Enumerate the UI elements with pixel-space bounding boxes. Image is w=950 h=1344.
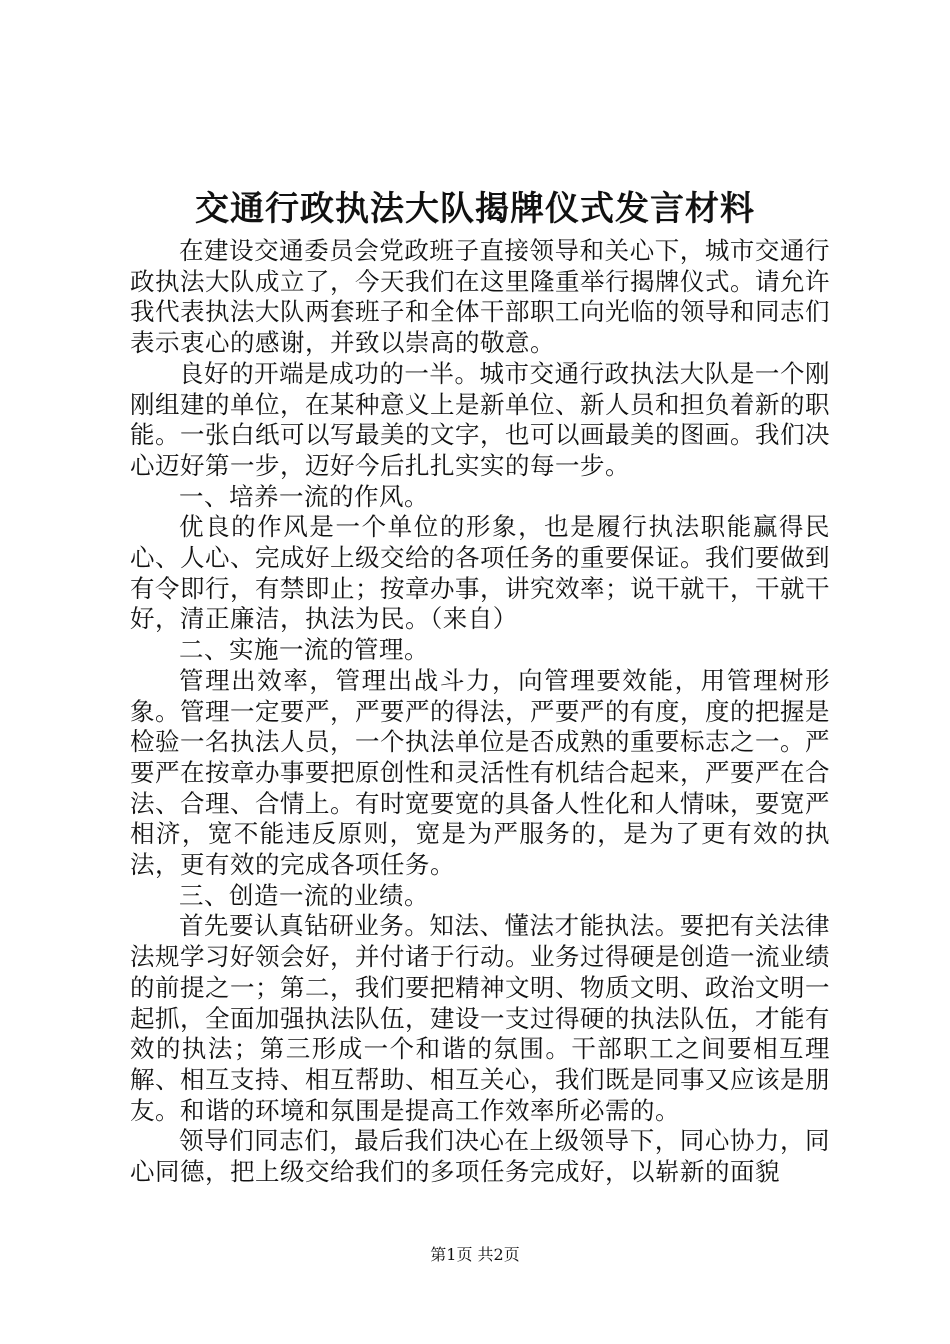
- paragraph-management: 管理出效率，管理出战斗力，向管理要效能，用管理树形象。管理一定要严，严要严的得法，严要严的有度，度的把握是检验一名执法人员，一个执法单位是否成熟的重要标志之一。严要严在按章办事要把原创性和灵活性有机结合起来，严要严在合法、合理、合情上。有时宽要宽的具备人性化和人情味，要宽严相济，宽不能违反原则，宽是为严服务的，是为了更有效的执法，更有效的完成各项任务。: [130, 665, 830, 880]
- paragraph-style: 优良的作风是一个单位的形象，也是履行执法职能赢得民心、人心、完成好上级交给的各项任务的重要保证。我们要做到有令即行，有禁即止；按章办事，讲究效率；说干就干，干就干好，清正廉洁，执法为民。（来自）: [130, 512, 830, 634]
- document-body: [130, 236, 830, 1188]
- document-title: 交通行政执法大队揭牌仪式发言材料: [195, 189, 755, 229]
- paragraph-closing: 领导们同志们，最后我们决心在上级领导下，同心协力，同心同德，把上级交给我们的多项任务完成好，以崭新的面貌: [130, 1126, 830, 1187]
- page-footer: 第1页 共2页: [430, 1245, 520, 1264]
- section-heading-performance: 三、创造一流的业绩。: [179, 880, 429, 910]
- section-heading-style: 一、培养一流的作风。: [179, 481, 429, 511]
- paragraph-intro: 在建设交通委员会党政班子直接领导和关心下，城市交通行政执法大队成立了，今天我们在这里隆重举行揭牌仪式。请允许我代表执法大队两套班子和全体干部职工向光临的领导和同志们表示衷心的感谢，并致以崇高的敬意。: [130, 236, 830, 358]
- paragraph-good-start: 良好的开端是成功的一半。城市交通行政执法大队是一个刚刚组建的单位，在某种意义上是新单位、新人员和担负着新的职能。一张白纸可以写最美的文字，也可以画最美的图画。我们决心迈好第一步，迈好今后扎扎实实的每一步。: [130, 358, 830, 480]
- paragraph-performance: 首先要认真钻研业务。知法、懂法才能执法。要把有关法律法规学习好领会好，并付诸于行动。业务过得硬是创造一流业绩的前提之一；第二，我们要把精神文明、物质文明、政治文明一起抓，全面加强执法队伍，建设一支过得硬的执法队伍，才能有效的执法；第三形成一个和谐的氛围。干部职工之间要相互理解、相互支持、相互帮助、相互关心，我们既是同事又应该是朋友。和谐的环境和氛围是提高工作效率所必需的。: [130, 911, 830, 1125]
- section-heading-management: 二、实施一流的管理。: [179, 635, 429, 665]
